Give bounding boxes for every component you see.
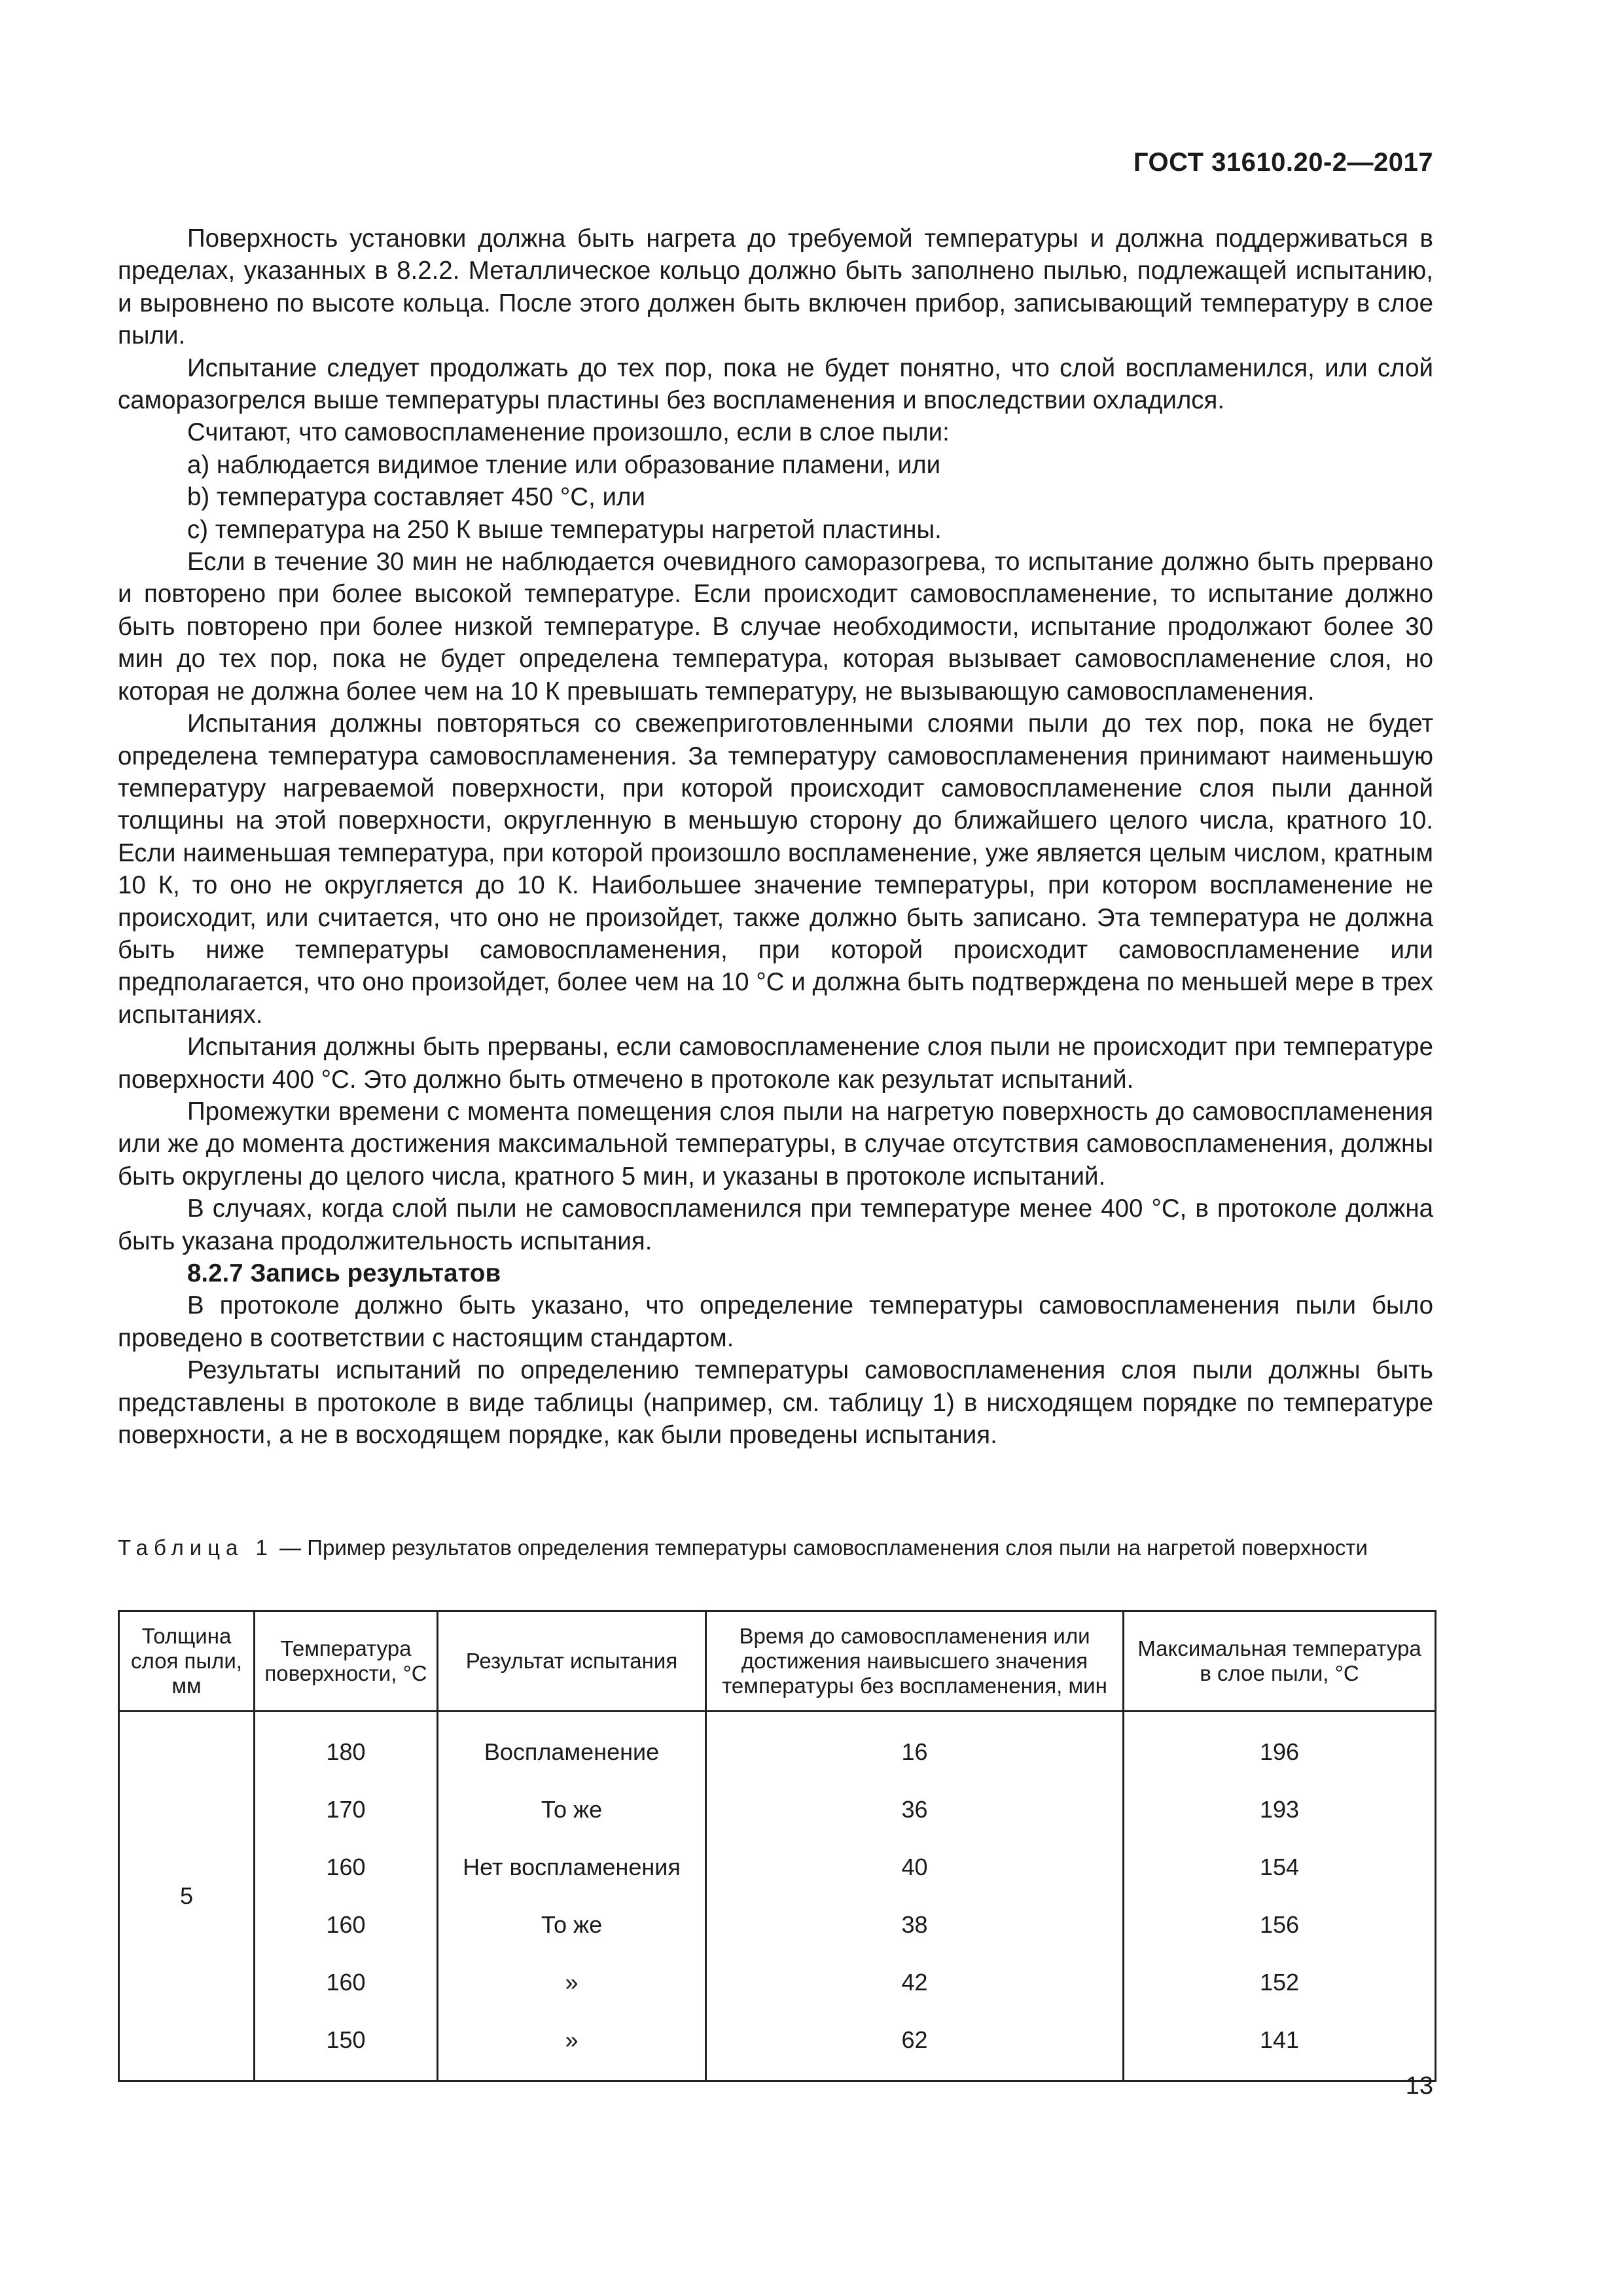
cell-max-temp: 152 <box>1124 1954 1436 2011</box>
list-item-a: a) наблюдается видимое тление или образование пламени, или <box>187 450 941 479</box>
list-item-c: c) температура на 250 К выше температуры нагретой пластины. <box>187 515 942 544</box>
cell-max-temp: 154 <box>1124 1839 1436 1896</box>
paragraph: Испытания должны повторяться со свежеприготовленными слоями пыли до тех пор, пока не будет определена температура самовоспламенения. За температуру самовоспламенения принимают наименьшую температуру нагреваемой поверхности, при которой происходит самовоспламенение слоя пыли данной толщины на этой поверхности, округленную в меньшую сторону до ближайшего целого числа, кратного 10. Если наименьшая температура, при которой произошло воспламенение, уже является целым числом, кратным 10 К, то оно не округляется до 10 К. Наибольшее значение температуры, при котором воспламенение не происходит, или считается, что оно не произойдет, также должно быть записано. Эта температура не должна быть ниже температуры самовоспламенения, при которой происходит самовоспламенение или предполагается, что оно произойдет, более чем на 10 °С и должна быть подтверждена по меньшей мере в трех испытаниях. <box>118 709 1433 1029</box>
paragraph: В случаях, когда слой пыли не самовоспламенился при температуре менее 400 °С, в протоколе должна быть указана продолжительность испытания. <box>118 1194 1433 1255</box>
header-time: Время до самовоспламенения или достижения наивысшего значения температуры без воспламенения, мин <box>706 1611 1124 1712</box>
cell-surface-temp: 160 <box>255 1954 438 2011</box>
cell-surface-temp: 150 <box>255 2011 438 2081</box>
paragraph: Испытания должны быть прерваны, если самовоспламенение слоя пыли не происходит при температуре поверхности 400 °С. Это должно быть отмечено в протоколе как результат испытаний. <box>118 1033 1433 1094</box>
cell-max-temp: 196 <box>1124 1712 1436 1782</box>
paragraph: Если в течение 30 мин не наблюдается очевидного саморазогрева, то испытание должно быть прервано и повторено при более высокой температуре. Если происходит самовоспламенение, то испытание должно быть повторено при более низкой температуре. В случае необходимости, испытание продолжают более 30 мин до тех пор, пока не будет определена температура, которая вызывает самовоспламенение слоя, но которая не должна более чем на 10 К превышать температуру, не вызывающую самовоспламенения. <box>118 548 1433 706</box>
paragraph: Результаты испытаний по определению температуры самовоспламенения слоя пыли должны быть представлены в протоколе в виде таблицы (например, см. таблицу 1) в нисходящем порядке по температуре поверхности, а не в восходящем порядке, как были проведены испытания. <box>118 1356 1433 1450</box>
cell-surface-temp: 170 <box>255 1781 438 1839</box>
header-result: Результат испытания <box>438 1611 706 1712</box>
paragraph: В протоколе должно быть указано, что определение температуры самовоспламенения пыли было проведено в соответствии с настоящим стандартом. <box>118 1291 1433 1352</box>
cell-max-temp: 193 <box>1124 1781 1436 1839</box>
document-id-header: ГОСТ 31610.20-2—2017 <box>1133 148 1433 177</box>
header-max-temp: Максимальная температура в слое пыли, °С <box>1124 1611 1436 1712</box>
cell-result: » <box>438 2011 706 2081</box>
table-row <box>119 1954 1436 2011</box>
cell-time: 38 <box>706 1896 1124 1954</box>
cell-surface-temp: 160 <box>255 1896 438 1954</box>
body-text <box>118 223 1433 1451</box>
cell-result: То же <box>438 1896 706 1954</box>
paragraph: Поверхность установки должна быть нагрета до требуемой температуры и должна поддерживаться в пределах, указанных в 8.2.2. Металлическое кольцо должно быть заполнено пылью, подлежащей испытанию, и выровнено по высоте кольца. После этого должен быть включен прибор, записывающий температуру в слое пыли. <box>118 224 1433 350</box>
list-item-b: b) температура составляет 450 °С, или <box>187 483 645 512</box>
page-number: 13 <box>1405 2072 1433 2100</box>
results-table <box>118 1610 1436 2082</box>
table-caption-text: — Пример результатов определения температуры самовоспламенения слоя пыли на нагретой поверхности <box>273 1535 1368 1560</box>
cell-time: 42 <box>706 1954 1124 2011</box>
header-surface-temp: Температура поверхности, °С <box>255 1611 438 1712</box>
cell-time: 16 <box>706 1712 1124 1782</box>
table-row <box>119 1839 1436 1896</box>
cell-surface-temp: 180 <box>255 1712 438 1782</box>
cell-max-temp: 156 <box>1124 1896 1436 1954</box>
table-row <box>119 2011 1436 2081</box>
cell-thickness: 5 <box>119 1712 255 2081</box>
cell-time: 40 <box>706 1839 1124 1896</box>
section-heading: 8.2.7 Запись результатов <box>187 1259 501 1287</box>
cell-time: 36 <box>706 1781 1124 1839</box>
cell-result: Нет воспламенения <box>438 1839 706 1896</box>
cell-result: » <box>438 1954 706 2011</box>
paragraph: Считают, что самовоспламенение произошло, если в слое пыли: <box>187 418 950 447</box>
cell-max-temp: 141 <box>1124 2011 1436 2081</box>
table-caption <box>118 1533 1433 1562</box>
cell-result: То же <box>438 1781 706 1839</box>
table-row <box>119 1781 1436 1839</box>
cell-result: Воспламенение <box>438 1712 706 1782</box>
cell-time: 62 <box>706 2011 1124 2081</box>
table-caption-label: Таблица 1 <box>118 1535 274 1560</box>
cell-surface-temp: 160 <box>255 1839 438 1896</box>
table-row <box>119 1712 1436 1782</box>
header-thickness: Толщина слоя пыли, мм <box>119 1611 255 1712</box>
paragraph: Испытание следует продолжать до тех пор, пока не будет понятно, что слой воспламенился, или слой саморазогрелся выше температуры пластины без воспламенения и впоследствии охладился. <box>118 353 1433 415</box>
paragraph: Промежутки времени с момента помещения слоя пыли на нагретую поверхность до самовоспламенения или же до момента достижения максимальной температуры, в случае отсутствия самовоспламенения, должны быть округлены до целого числа, кратного 5 мин, и указаны в протоколе испытаний. <box>118 1097 1433 1191</box>
table-header-row <box>119 1611 1436 1712</box>
table-row <box>119 1896 1436 1954</box>
